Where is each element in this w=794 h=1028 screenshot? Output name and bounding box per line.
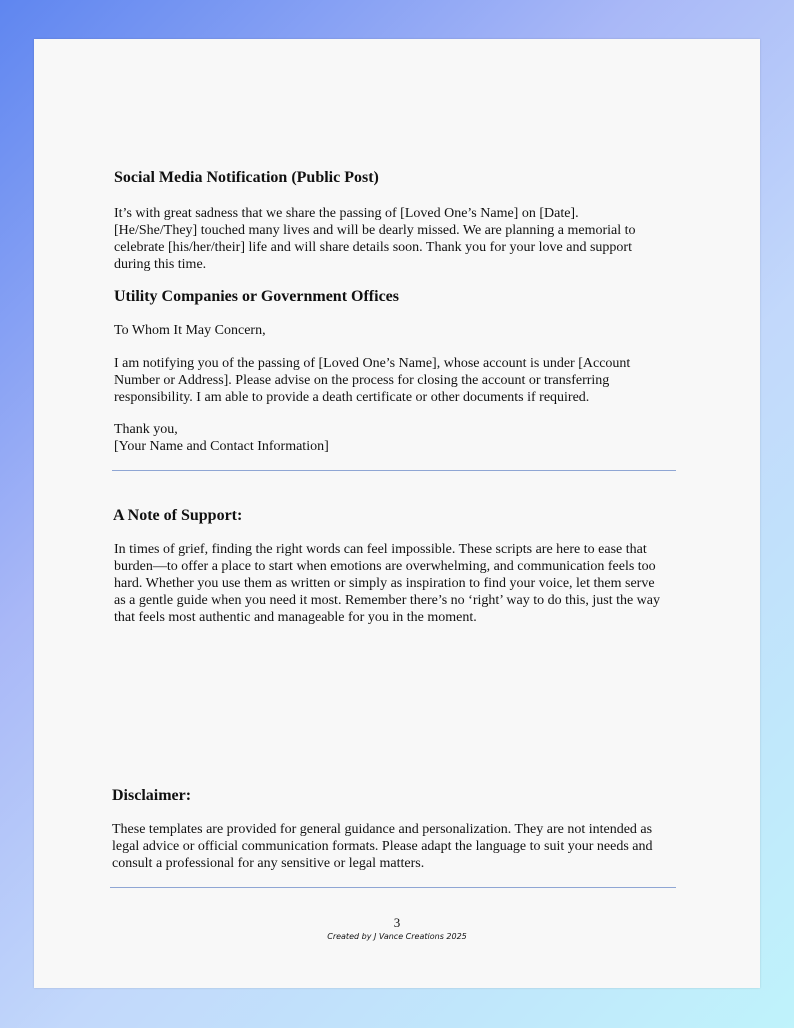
disclaimer-body: These templates are provided for general guidance and personalization. They are not intended as legal advice or official communication formats. Please adapt the language to suit your needs and consult a professional for any sensitive or legal matters. <box>112 822 653 871</box>
note-of-support-body: In times of grief, finding the right words can feel impossible. These scripts are here to ease that burden—to offer a place to start when emotions are overwhelming, and communication feels too hard. Whether you use them as written or simply as inspiration to find your voice, let them serve as a gentle guide when you need it most. Remember there’s no ‘right’ way to do this, just the way that feels most authentic and manageable for you in the moment. <box>114 542 661 625</box>
utility-salutation: To Whom It May Concern, <box>114 323 266 338</box>
social-media-heading: Social Media Notification (Public Post) <box>114 169 379 186</box>
divider-line-bottom <box>110 887 676 888</box>
utility-body: I am notifying you of the passing of [Loved One’s Name], whose account is under [Account Number or Address]. Please advise on the process for closing the account or transferring responsibility. I am able to provide a death certificate or other documents if required. <box>114 356 631 405</box>
social-media-body: It’s with great sadness that we share the passing of [Loved One’s Name] on [Date]. [He/She/They] touched many lives and will be dearly missed. We are planning a memorial to celebrate [his/her/their] life and will share details soon. Thank you for your love and support during this time. <box>114 206 636 272</box>
document-page <box>34 39 760 988</box>
page-number: 3 <box>393 915 401 930</box>
utility-heading: Utility Companies or Government Offices <box>114 288 399 305</box>
utility-signature: [Your Name and Contact Information] <box>114 439 329 454</box>
utility-closing: Thank you, <box>114 422 178 437</box>
divider-line <box>112 470 676 471</box>
creator-credit: Created by J Vance Creations 2025 <box>327 932 467 941</box>
note-of-support-heading: A Note of Support: <box>113 507 243 524</box>
disclaimer-heading: Disclaimer: <box>112 787 192 804</box>
